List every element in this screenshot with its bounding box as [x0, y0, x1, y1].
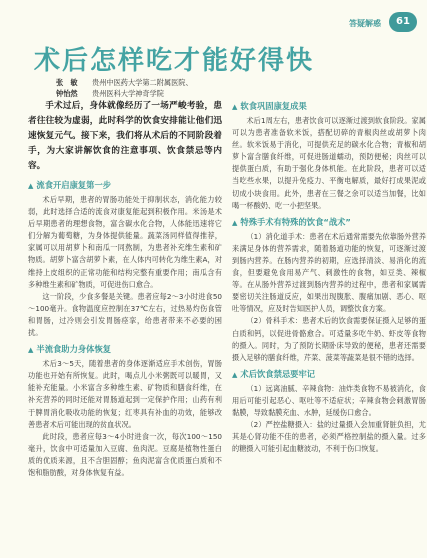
- author-row: [56, 88, 193, 99]
- triangle-bullet-icon: ▲: [28, 182, 34, 190]
- body-paragraph: （1）消化道手术：患者在术后通常需要先依靠肠外营养来满足身体的营养需求，随着肠道功能的恢复，可逐渐过渡到肠内营养。在肠内营养的初期，应选择清淡、易消化的流食，但要避免食用易产气、刺激性的食物，如豆类、辣椒等。在从肠外营养过渡到肠内营养的过程中，患者和家属需要密切关注肠道反应，如果出现腹胀、腹痛加剧、恶心、呕吐等情况，应及时告知医护人员，调整饮食方案。: [232, 231, 426, 314]
- body-paragraph: 术后1周左右，患者饮食可以逐渐过渡到软食阶段。家属可以为患者准备软米饭，搭配切碎的青椒肉丝或胡萝卜肉丝。软米饭易于消化，可提供充足的碳水化合物；青椒和胡萝卜富含膳食纤维，可促进肠道蠕动，预防便秘；肉丝可以提供蛋白质，有助于强化身体机能。在此阶段，患者可以适当吃些水果，以提升免疫力、平衡电解质，最好打成果泥或切成小块食用。此外，患者在三餐之余可以适当加餐，比如喝一杯酸奶、吃一小把坚果。: [232, 116, 426, 210]
- intro-paragraph: 手术过后，身体就像经历了一场严峻考验，患者往往较为虚弱，此时科学的饮食安排能让他们迅速恢复元气。接下来，我们将从术后的不同阶段着手，为大家讲解饮食的注意事项、饮食禁忌等内容。: [28, 101, 222, 171]
- author-affiliation: 贵州医科大学神奇学院: [92, 89, 164, 98]
- triangle-bullet-icon: ▲: [232, 103, 238, 111]
- body-paragraph: （2）严控盐糖摄入：盐的过量摄入会加重肾脏负担，尤其是心肾功能不佳的患者，必须严格控制盐的摄入量。过多的糖摄入可能引起血糖波动，不利于伤口恢复。: [232, 420, 426, 454]
- body-paragraph: 此时段，患者应每3～4小时进食一次，每次100～150毫升，饮食中可适量加入豆腐、鱼肉泥。豆腐是植物性蛋白质的优质来源，且不含胆固醇；鱼肉泥富含优质蛋白质和不饱和脂肪酸，对身体恢复有益。: [28, 431, 222, 477]
- section-heading: [28, 178, 222, 193]
- section-heading: [232, 99, 426, 114]
- body-paragraph: （2）骨科手术：患者术后的饮食需要保证摄入足够的蛋白质和钙，以促进骨骼愈合。可适量多吃牛奶、虾皮等食物的摄入。同时，为了预防长期卧床导致的便秘，患者还需要摄入足够的膳食纤维，芹菜、菠菜等蔬菜是很不错的选择。: [232, 316, 426, 362]
- author-row: [56, 77, 193, 88]
- triangle-bullet-icon: ▲: [232, 218, 238, 227]
- section-title: 流食开启康复第一步: [36, 180, 112, 190]
- author-list: [56, 77, 193, 99]
- body-paragraph: 术后3～5天，随着患者的身体逐渐适应手术创伤，胃肠功能也开始有所恢复。此时，喝点儿小米粥既可以暖胃，又能补充能量。小米富含多种维生素、矿物质和膳食纤维，在补充营养的同时还能对胃肠道起到一定保护作用；山药有利于脾胃消化吸收功能的恢复；红枣具有补血的功效，能够改善患者术后可能出现的贫血状况。: [28, 359, 222, 429]
- triangle-bullet-icon: ▲: [28, 346, 34, 355]
- body-paragraph: （1）远离油腻、辛辣食物：油炸类食物不易被消化，食用后可能引起恶心、呕吐等不适症状；辛辣食物会刺激胃肠黏膜，导致黏膜充血、水肿，延缓伤口愈合。: [232, 383, 426, 417]
- author-affiliation: 贵州中医药大学第二附属医院、: [92, 78, 193, 87]
- body-paragraph: 术后早期，患者的胃肠功能处于抑制状态，消化能力较弱，此时选择合适的流食对康复能起到积极作用。米汤是术后早期患者的理想食物，富含碳水化合物，人体能迅速将它们分解为葡萄糖，为身体提供能量。蔬菜汤同样值得推荐，家属可以用胡萝卜和南瓜一同熬制，为患者补充维生素和矿物质。胡萝卜富含胡萝卜素，在人体内可转化为维生素A，对维持上皮组织的正常功能和结构完整有重要作用；南瓜含有多种维生素和矿物质，可促进伤口愈合。: [28, 195, 222, 289]
- section-label: 答疑解惑: [349, 19, 381, 28]
- section-heading: [28, 342, 222, 357]
- body-paragraph: 这一阶段，少食多餐是关键。患者应每2～3小时进食50～100毫升。食物温度应控制在37℃左右，过热易灼伤食管和胃肠，过冷则会引发胃肠痉挛，给患者带来不必要的困扰。: [28, 291, 222, 338]
- article-title: 术后怎样吃才能好得快: [34, 46, 315, 76]
- triangle-bullet-icon: ▲: [232, 370, 238, 379]
- section-title: 术后饮食禁忌要牢记: [240, 368, 316, 379]
- left-column: [28, 99, 222, 479]
- page-number: 61: [389, 12, 417, 32]
- section-title: 特殊手术有特殊的饮食“战术”: [240, 216, 351, 227]
- author-name: 张 敏: [56, 78, 78, 87]
- section-heading: [232, 215, 426, 230]
- right-column: [232, 99, 426, 455]
- section-title: 半流食助力身体恢复: [36, 344, 112, 355]
- author-name: 钟怡然: [56, 89, 78, 98]
- section-title: 软食巩固康复成果: [240, 101, 307, 111]
- section-heading: [232, 367, 426, 382]
- page-header: [0, 0, 427, 36]
